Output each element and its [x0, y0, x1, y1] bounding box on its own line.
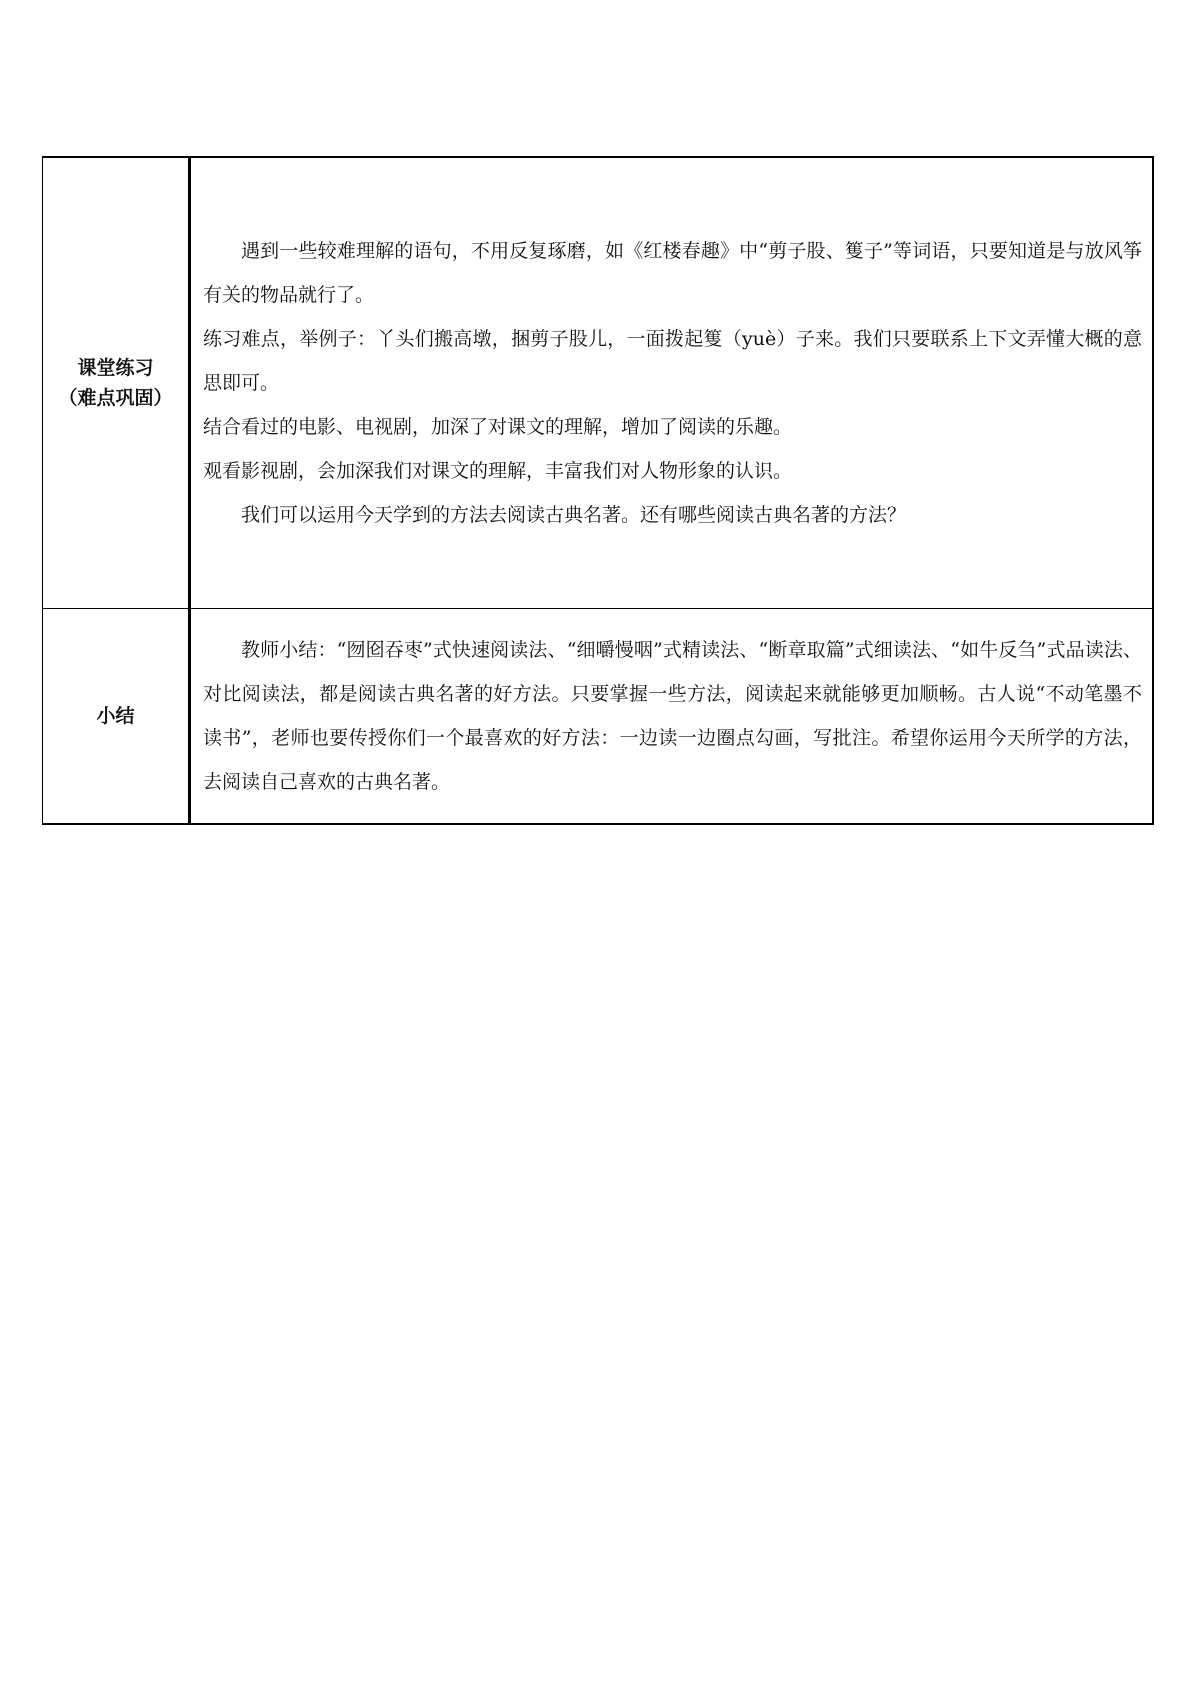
- table-row-classroom-practice: [43, 157, 1154, 609]
- row-content-classroom-practice: [190, 157, 1154, 609]
- row-label-line1: 课堂练习: [77, 357, 154, 379]
- row-label-summary: 小结: [43, 609, 190, 825]
- lesson-plan-table: [42, 156, 1154, 825]
- table-row-summary: [43, 609, 1154, 825]
- summary-paragraph: 教师小结：“囫囵吞枣”式快速阅读法、“细嚼慢咽”式精读法、“断章取篇”式细读法、“如牛反刍”式品读法、对比阅读法，都是阅读古典名著的好方法。只要掌握一些方法，阅读起来就能够更加顺畅。古人说“不动笔墨不读书”，老师也要传授你们一个最喜欢的好方法：一边读一边圈点勾画，写批注。希望你运用今天所学的方法，去阅读自己喜欢的古典名著。: [203, 639, 1142, 793]
- row-label-classroom-practice: [43, 157, 190, 609]
- practice-paragraph-2: 练习难点，举例子：丫头们搬高墩，捆剪子股儿，一面拨起篗（yuè）子来。我们只要联系上下文弄懂大概的意思即可。: [203, 328, 1142, 394]
- practice-paragraph-3: 结合看过的电影、电视剧，加深了对课文的理解，增加了阅读的乐趣。: [203, 416, 793, 438]
- practice-paragraph-4: 观看影视剧，会加深我们对课文的理解，丰富我们对人物形象的认识。: [203, 460, 793, 482]
- practice-paragraph-5: 我们可以运用今天学到的方法去阅读古典名著。还有哪些阅读古典名著的方法？: [241, 504, 907, 526]
- row-label-line2: （难点巩固）: [58, 387, 173, 409]
- row-content-summary: [190, 609, 1154, 825]
- practice-paragraph-1: 遇到一些较难理解的语句，不用反复琢磨，如《红楼春趣》中“剪子股、篗子”等词语，只要知道是与放风筝有关的物品就行了。: [203, 240, 1142, 306]
